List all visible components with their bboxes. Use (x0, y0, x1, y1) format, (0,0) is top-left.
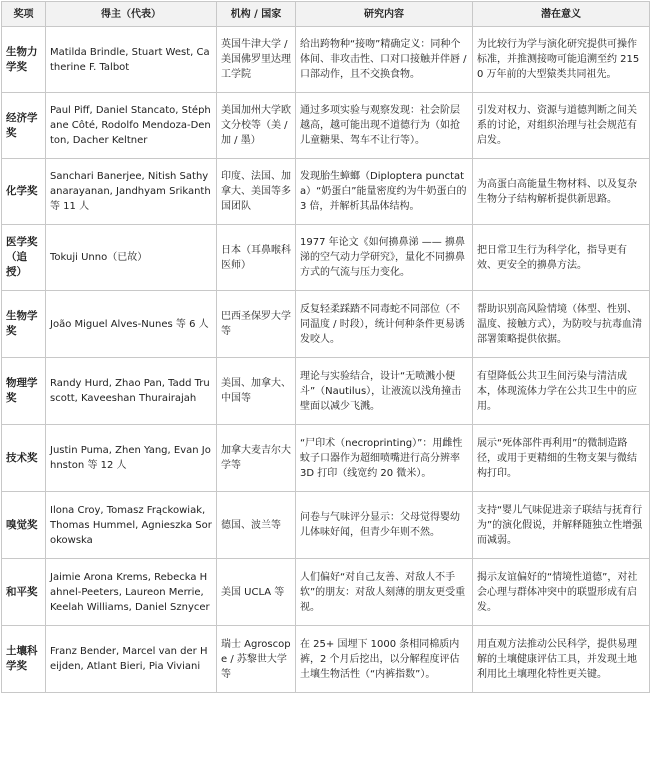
award-winners: Sanchari Banerjee, Nitish Sathyanarayanan, Jandhyam Srikanth 等 11 人 (46, 159, 217, 225)
award-category: 经济学奖 (2, 93, 46, 159)
award-winners: Matilda Brindle, Stuart West, Catherine F. Talbot (46, 27, 217, 93)
award-winners: Justin Puma, Zhen Yang, Evan Johnston 等 12 人 (46, 425, 217, 492)
award-winners: Jaimie Arona Krems, Rebecka Hahnel-Peeters, Laureon Merrie, Keelah Williams, Daniel Sznycer (46, 559, 217, 626)
award-research: 1977 年论文《如何擤鼻涕 —— 擤鼻涕的空气动力学研究》，量化不同擤鼻方式的气流与压力变化。 (296, 225, 473, 291)
header-significance: 潜在意义 (473, 2, 650, 27)
award-research: 在 25+ 国埋下 1000 条相同棉质内裤，2 个月后挖出，以分解程度评估土壤生物活性（“内裤指数”）。 (296, 626, 473, 693)
award-research: 人们偏好“对自己友善、对敌人不手软”的朋友：对敌人刻薄的朋友更受重视。 (296, 559, 473, 626)
award-winners: Paul Piff, Daniel Stancato, Stéphane Côté, Rodolfo Mendoza-Denton, Dacher Keltner (46, 93, 217, 159)
award-institution: 美国加州大学欧文分校等（美 / 加 / 墨） (217, 93, 296, 159)
award-category: 生物学奖 (2, 291, 46, 358)
award-research: 通过多项实验与观察发现：社会阶层越高，越可能出现不道德行为（如抢儿童糖果、驾车不让行等）。 (296, 93, 473, 159)
award-institution: 德国、波兰等 (217, 492, 296, 559)
award-category: 化学奖 (2, 159, 46, 225)
award-category: 和平奖 (2, 559, 46, 626)
table-row (2, 159, 650, 225)
header-institution: 机构 / 国家 (217, 2, 296, 27)
award-research: “尸印术（necroprinting）”：用雌性蚊子口器作为超细喷嘴进行高分辨率 3D 打印（线宽约 20 微米）。 (296, 425, 473, 492)
table-row (2, 291, 650, 358)
award-significance: 为高蛋白高能量生物材料、以及复杂生物分子结构解析提供新思路。 (473, 159, 650, 225)
award-significance: 用直观方法推动公民科学，提供易理解的土壤健康评估工具，并发现土地利用比土壤理化特性更关键。 (473, 626, 650, 693)
table-row (2, 93, 650, 159)
table-row (2, 358, 650, 425)
award-significance: 帮助识别高风险情境（体型、性别、温度、接触方式），为防咬与抗毒血清部署策略提供依据。 (473, 291, 650, 358)
table-row (2, 559, 650, 626)
award-institution: 日本（耳鼻喉科医师） (217, 225, 296, 291)
table-row (2, 425, 650, 492)
award-research: 问卷与气味评分显示：父母觉得婴幼儿体味好闻，但青少年则不然。 (296, 492, 473, 559)
award-institution: 美国 UCLA 等 (217, 559, 296, 626)
award-category: 技术奖 (2, 425, 46, 492)
table-row (2, 492, 650, 559)
table-row (2, 626, 650, 693)
award-significance: 支持“婴儿气味促进亲子联结与抚育行为”的演化假说，并解释随独立性增强而减弱。 (473, 492, 650, 559)
award-category: 物理学奖 (2, 358, 46, 425)
award-significance: 把日常卫生行为科学化，指导更有效、更安全的擤鼻方法。 (473, 225, 650, 291)
award-research: 理论与实验结合，设计“无喷溅小便斗”（Nautilus），让液流以浅角撞击壁面以减少飞溅。 (296, 358, 473, 425)
award-category: 医学奖（追授） (2, 225, 46, 291)
table-header-row (2, 2, 650, 27)
award-institution: 巴西圣保罗大学等 (217, 291, 296, 358)
award-winners: Franz Bender, Marcel van der Heijden, Atlant Bieri, Pia Viviani (46, 626, 217, 693)
header-category: 奖项 (2, 2, 46, 27)
award-winners: Tokuji Unno（已故） (46, 225, 217, 291)
award-institution: 瑞士 Agroscope / 苏黎世大学等 (217, 626, 296, 693)
award-institution: 加拿大麦吉尔大学等 (217, 425, 296, 492)
award-institution: 美国、加拿大、中国等 (217, 358, 296, 425)
header-winners: 得主（代表） (46, 2, 217, 27)
award-winners: Ilona Croy, Tomasz Frąckowiak, Thomas Hummel, Agnieszka Sorokowska (46, 492, 217, 559)
award-significance: 揭示友谊偏好的“情境性道德”，对社会心理与群体冲突中的联盟形成有启发。 (473, 559, 650, 626)
award-research: 发现胎生蟑螂（Diploptera punctata）“奶蛋白”能量密度约为牛奶蛋白的 3 倍，并解析其晶体结构。 (296, 159, 473, 225)
award-category: 土壤科学奖 (2, 626, 46, 693)
award-research: 反复轻柔踩踏不同毒蛇不同部位（不同温度 / 时段），统计何种条件更易诱发咬人。 (296, 291, 473, 358)
award-category: 嗅觉奖 (2, 492, 46, 559)
header-research: 研究内容 (296, 2, 473, 27)
award-winners: João Miguel Alves-Nunes 等 6 人 (46, 291, 217, 358)
table-row (2, 225, 650, 291)
award-significance: 引发对权力、资源与道德判断之间关系的讨论，对组织治理与社会规范有启发。 (473, 93, 650, 159)
award-institution: 印度、法国、加拿大、美国等多国团队 (217, 159, 296, 225)
award-significance: 有望降低公共卫生间污染与清洁成本，体现流体力学在公共卫生中的应用。 (473, 358, 650, 425)
table-row (2, 27, 650, 93)
award-research: 给出跨物种“接吻”精确定义：同种个体间、非攻击性、口对口接触并伴唇 / 口部动作，且不交换食物。 (296, 27, 473, 93)
award-winners: Randy Hurd, Zhao Pan, Tadd Truscott, Kaveeshan Thurairajah (46, 358, 217, 425)
award-category: 生物力学奖 (2, 27, 46, 93)
award-significance: 展示“死体部件再利用”的微制造路径，或用于更精细的生物支架与微结构打印。 (473, 425, 650, 492)
award-significance: 为比较行为学与演化研究提供可操作标准，并推测接吻可能追溯至约 2150 万年前的大型猿类共同祖先。 (473, 27, 650, 93)
award-institution: 英国牛津大学 / 美国佛罗里达理工学院 (217, 27, 296, 93)
awards-table (1, 1, 650, 693)
